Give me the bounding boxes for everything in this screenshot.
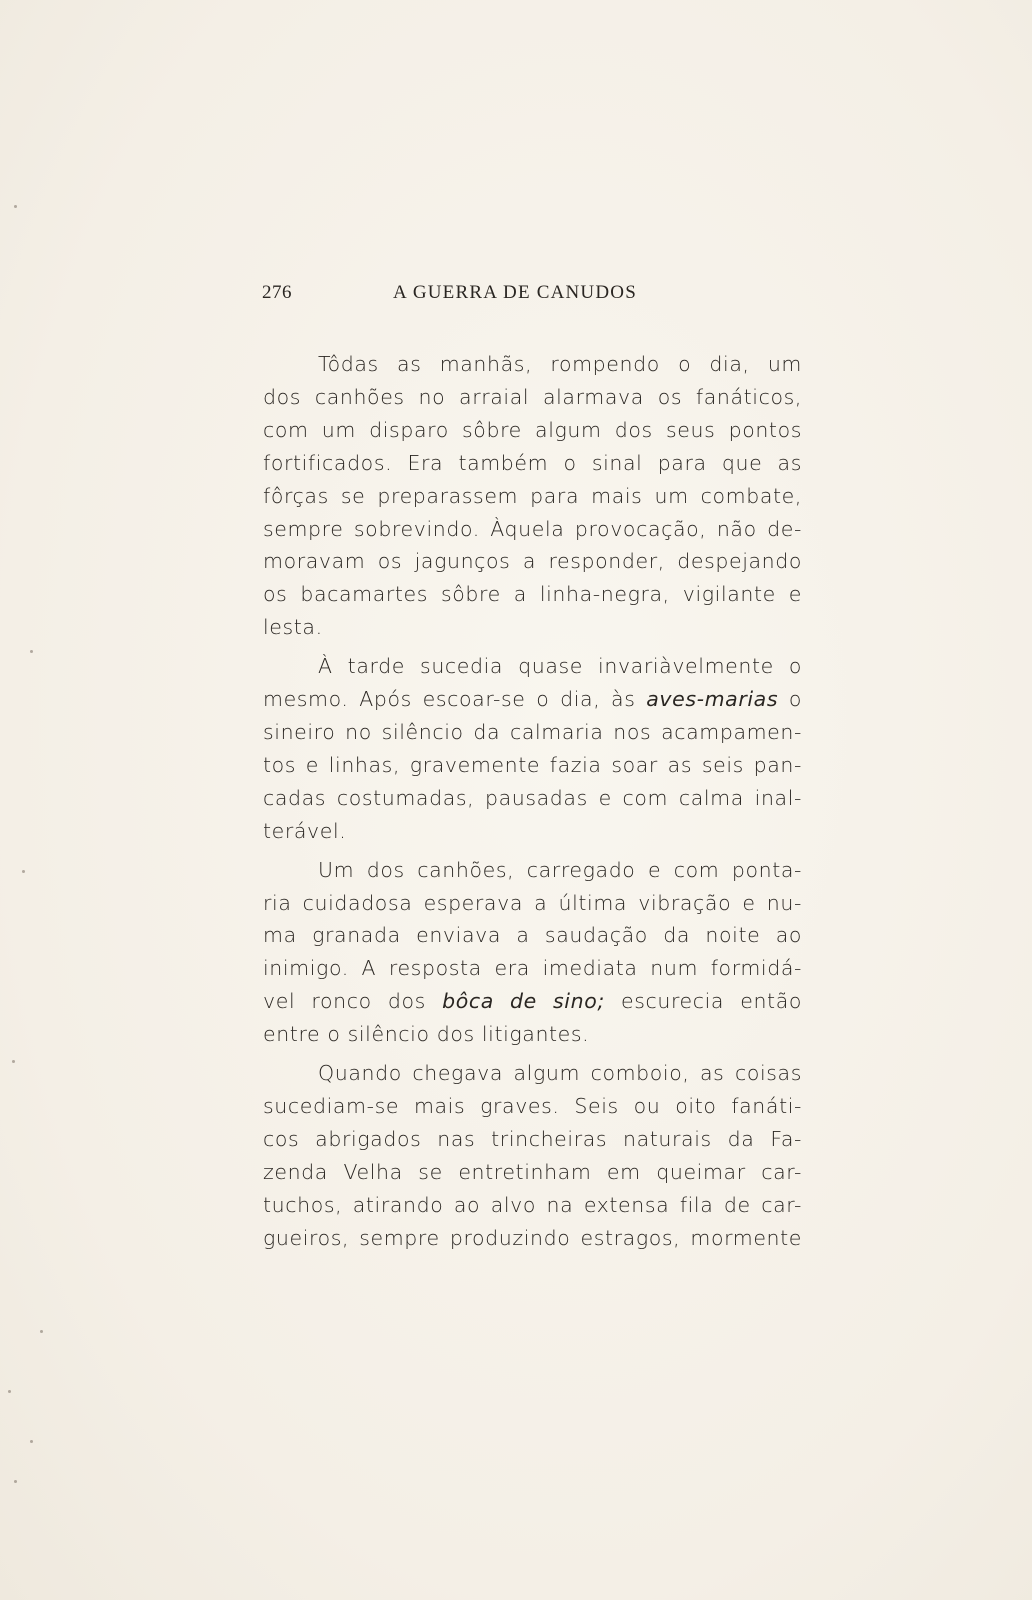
body-text [263,348,802,1254]
text-line: sucediam-se mais graves. Seis ou oito fanáti- [263,1093,802,1118]
text-line: vel ronco dos bôca de sino; escurecia então [263,989,803,1014]
scan-speck [30,1440,33,1443]
text-line: terável. [263,818,347,843]
text-line: cos abrigados nas trincheiras naturais da Fa- [263,1126,802,1151]
paragraph-2 [263,650,802,847]
text-line: fôrças se preparassem para mais um combate, [263,483,802,508]
scan-speck [40,1330,43,1333]
text-line: tuchos, atirando ao alvo na extensa fila de car- [263,1192,802,1217]
text-line: com um disparo sôbre algum dos seus pontos [263,417,802,442]
text-line: inimigo. A resposta era imediata num formidá- [263,956,802,981]
italic-phrase: aves-marias [646,687,779,712]
paragraph-1 [263,348,802,644]
text-line: Um dos canhões, carregado e com ponta- [318,857,802,882]
text-line: cadas costumadas, pausadas e com calma inal- [263,785,802,810]
text-line: os bacamartes sôbre a linha-negra, vigilante e [263,582,802,607]
text-line: Quando chegava algum comboio, as coisas [318,1061,802,1086]
text-line: lesta. [263,615,323,640]
text-line: sempre sobrevindo. Àquela provocação, não de- [263,516,802,541]
paragraph-3 [263,854,802,1051]
text-line: mesmo. Após escoar-se o dia, às aves-marias o [263,687,802,712]
scan-speck [30,650,33,653]
text-line: dos canhões no arraial alarmava os fanáticos, [263,384,802,409]
text-line: entre o silêncio dos litigantes. [263,1022,590,1047]
italic-phrase: bôca de sino; [442,989,605,1014]
text-line: moravam os jagunços a responder, despejando [263,549,802,574]
paragraph-4 [263,1057,802,1254]
text-line: Tôdas as manhãs, rompendo o dia, um [318,352,802,376]
text-line: À tarde sucedia quase invariàvelmente o [318,654,802,679]
text-line: sineiro no silêncio da calmaria nos acampamen- [263,719,802,744]
scan-speck [12,1060,15,1063]
scan-speck [22,870,25,873]
scan-speck [14,205,17,208]
page-number: 276 [262,282,292,303]
scan-speck [14,1480,17,1483]
text-line: tos e linhas, gravemente fazia soar as seis pan- [263,752,802,777]
text-line: ria cuidadosa esperava a última vibração e nu- [263,890,802,915]
running-title: A GUERRA DE CANUDOS [393,282,637,303]
text-line: ma granada enviava a saudação da noite ao [263,923,802,948]
scan-speck [8,1390,11,1393]
text-line: fortificados. Era também o sinal para que as [263,450,802,475]
text-line: gueiros, sempre produzindo estragos, mormente [263,1225,802,1250]
text-line: zenda Velha se entretinham em queimar car- [263,1159,802,1184]
